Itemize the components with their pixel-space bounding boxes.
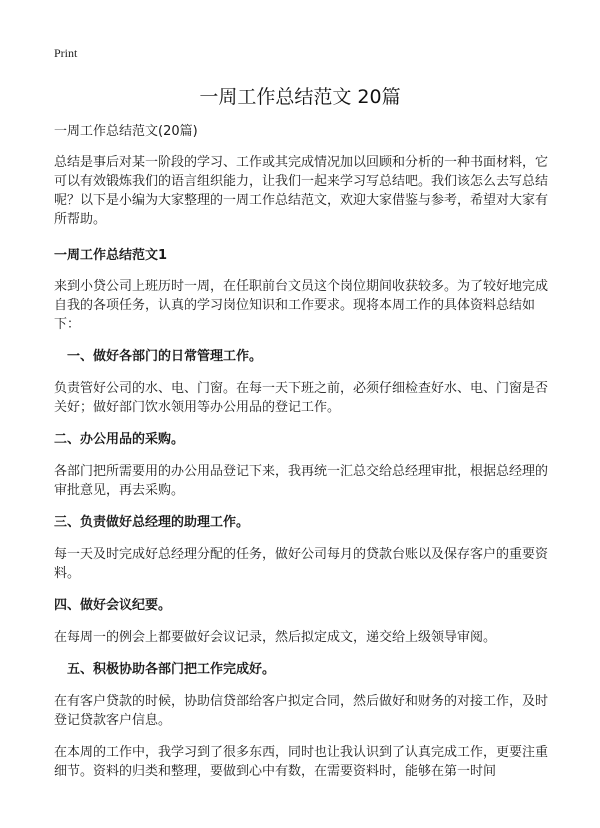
item-body-4: 在每周一的例会上都要做好会议记录，然后拟定成文，递交给上级领导审阅。 <box>54 630 497 645</box>
document-body <box>54 122 548 794</box>
item-heading-3: 三、负责做好总经理的助理工作。 <box>54 515 250 530</box>
item-body-1: 负责管好公司的水、电、门窗。在每一天下班之前，必须仔细检查好水、电、门窗是否关好；做好部门饮水领用等办公用品的登记工作。 <box>54 381 549 415</box>
closing-paragraph: 在本周的工作中，我学习到了很多东西，同时也让我认识到了认真完成工作，更要注重细节。资料的归类和整理，要做到心中有数，在需要资料时，能够在第一时间 <box>54 745 549 779</box>
print-label: Print <box>54 46 78 60</box>
item-heading-4: 四、做好会议纪要。 <box>54 598 172 613</box>
item-heading-5: 五、积极协助各部门把工作完成好。 <box>67 662 276 677</box>
item-body-5: 在有客户贷款的时候，协助信贷部给客户拟定合同，然后做好和财务的对接工作，及时登记贷款客户信息。 <box>54 694 549 728</box>
item-body-3: 每一天及时完成好总经理分配的任务，做好公司每月的贷款台账以及保存客户的重要资料。 <box>54 547 549 581</box>
section-heading: 一周工作总结范文1 <box>54 248 168 263</box>
document-title: 一周工作总结范文 20篇 <box>199 86 401 108</box>
item-heading-2: 二、办公用品的采购。 <box>54 432 185 447</box>
intro-paragraph: 总结是事后对某一阶段的学习、工作或其完成情况加以回顾和分析的一种书面材料，它可以有效锻炼我们的语言组织能力，让我们一起来学习写总结吧。我们该怎么去写总结呢？以下是小编为大家整理的一周工作总结范文，欢迎大家借鉴与参考，希望对大家有所帮助。 <box>54 155 549 227</box>
section-intro-paragraph: 来到小贷公司上班历时一周，在任职前台文员这个岗位期间收获较多。为了较好地完成自我的各项任务，认真的学习岗位知识和工作要求。现将本周工作的具体资料总结如下： <box>54 279 549 332</box>
item-heading-1: 一、做好各部门的日常管理工作。 <box>67 349 263 364</box>
document-subtitle: 一周工作总结范文(20篇) <box>54 124 198 139</box>
item-body-2: 各部门把所需要用的办公用品登记下来，我再统一汇总交给总经理审批，根据总经理的审批意见，再去采购。 <box>54 464 549 498</box>
